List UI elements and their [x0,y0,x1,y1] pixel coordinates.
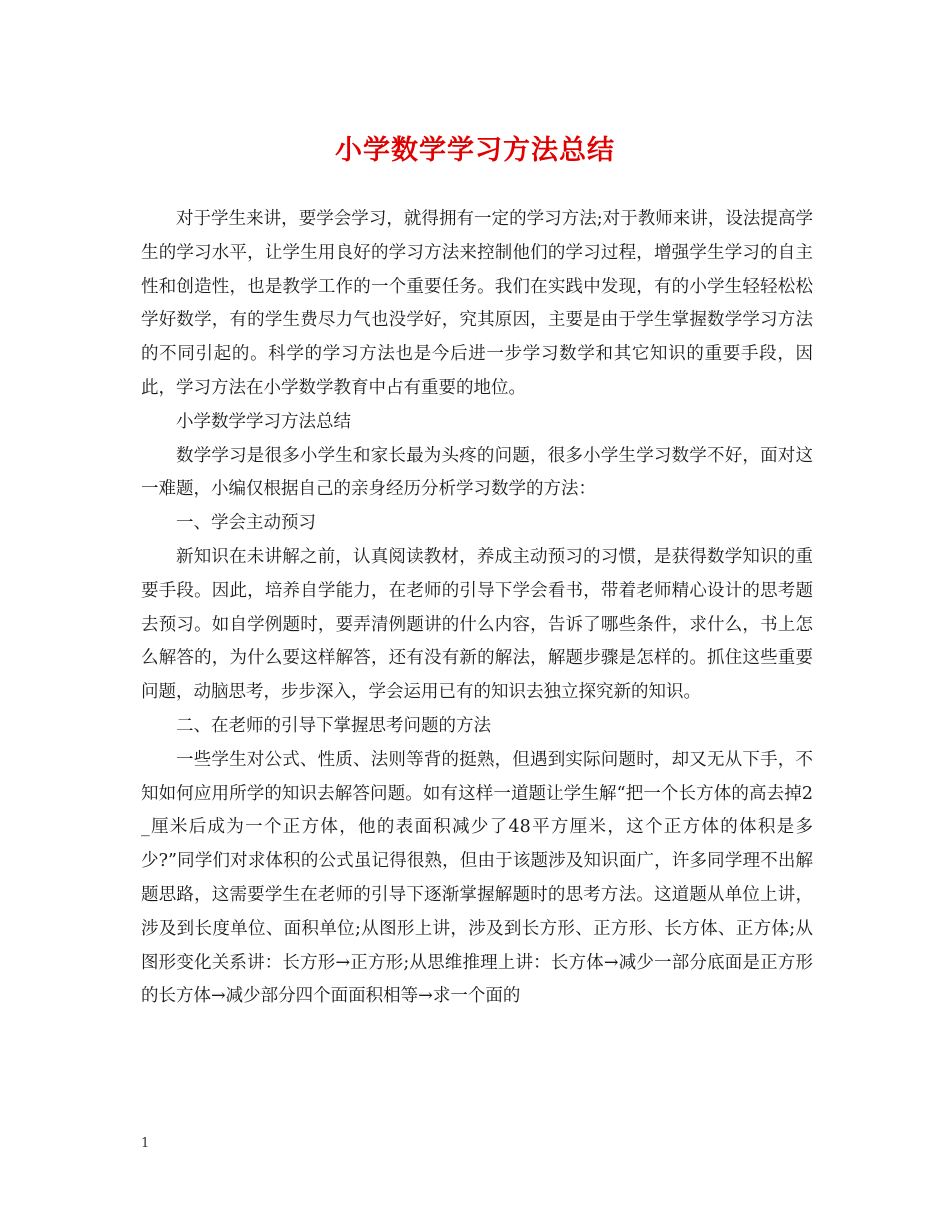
paragraph-thinking-method: 一些学生对公式、性质、法则等背的挺熟，但遇到实际问题时，却又无从下手，不知如何应用所学的知识去解答问题。如有这样一道题让学生解“把一个长方体的高去掉2_厘米后成为一个正方体，他的表面积减少了48平方厘米，这个正方体的体积是多少?”同学们对求体积的公式虽记得很熟，但由于该题涉及知识面广，许多同学理不出解题思路，这需要学生在老师的引导下逐渐掌握解题时的思考方法。这道题从单位上讲，涉及到长度单位、面积单位;从图形上讲，涉及到长方形、正方形、长方体、正方体;从图形变化关系讲：长方形→正方形;从思维推理上讲：长方体→减少一部分底面是正方形的长方体→减少部分四个面面积相等→求一个面的 [141,749,813,1007]
page-number: 1 [141,1136,150,1151]
paragraph-intro: 对于学生来讲，要学会学习，就得拥有一定的学习方法;对于教师来讲，设法提高学生的学习水平，让学生用良好的学习方法来控制他们的学习过程，增强学生学习的自主性和创造性，也是教学工作的一个重要任务。我们在实践中发现，有的小学生轻轻松松学好数学，有的学生费尽力气也没学好，究其原因，主要是由于学生掌握数学学习方法的不同引起的。科学的学习方法也是今后进一步学习数学和其它知识的重要手段，因此，学习方法在小学数学教育中占有重要的地位。 [141,209,813,398]
section-heading-1: 一、学会主动预习 [176,513,316,534]
paragraph-preview: 新知识在未讲解之前，认真阅读教材，养成主动预习的习惯，是获得数学知识的重要手段。因此，培养自学能力，在老师的引导下学会看书，带着老师精心设计的思考题去预习。如自学例题时，要弄清例题讲的什么内容，告诉了哪些条件，求什么，书上怎么解答的，为什么要这样解答，还有没有新的解法，解题步骤是怎样的。抓住这些重要问题，动脑思考，步步深入，学会运用已有的知识去独立探究新的知识。 [141,546,813,703]
paragraph-subtitle: 小学数学学习方法总结 [176,411,351,432]
section-heading-2: 二、在老师的引导下掌握思考问题的方法 [176,715,491,736]
document-body [141,203,813,1014]
paragraph-problem: 数学学习是很多小学生和家长最为头疼的问题，很多小学生学习数学不好，面对这一难题，小编仅根据自己的亲身经历分析学习数学的方法： [141,445,813,500]
document-title: 小学数学学习方法总结 [335,135,615,166]
